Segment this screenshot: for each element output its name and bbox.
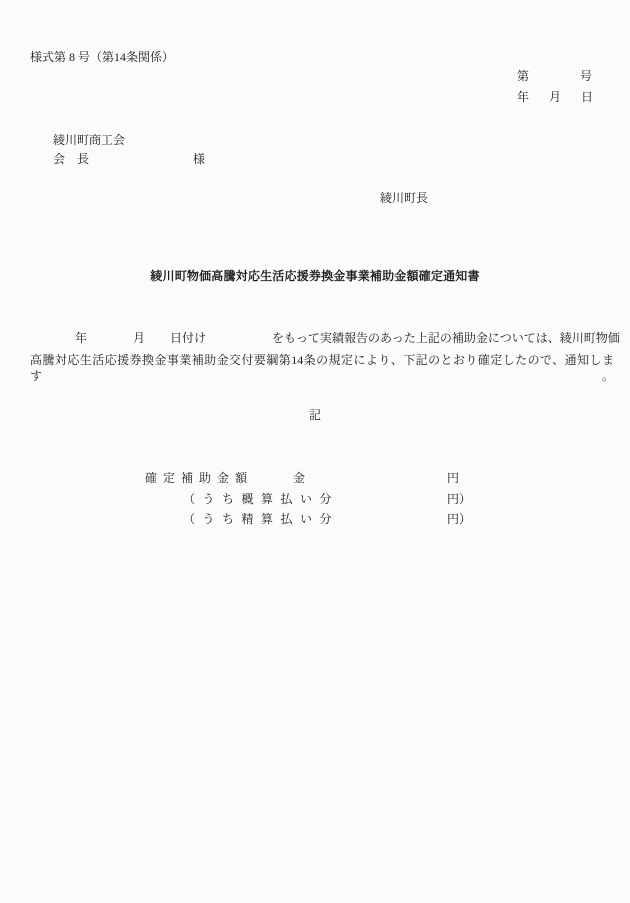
amount-unit-2: 円）	[447, 492, 472, 506]
doc-number-prefix: 第	[517, 69, 530, 83]
recipient-honorific: 様	[193, 152, 206, 166]
doc-number-line	[517, 68, 592, 84]
recipient-position: 会 長	[53, 152, 90, 166]
amount-label-provisional-payment: （うち概算払い分	[183, 492, 340, 506]
body-date-day-label: 日付け	[170, 331, 207, 345]
amount-label-confirmed: 確定補助金額	[145, 471, 254, 485]
doc-number-suffix: 号	[580, 69, 593, 83]
amount-unit-1: 円	[447, 471, 460, 485]
body-line1-text: をもって実績報告のあった上記の補助金については、綾川町物価	[272, 331, 620, 345]
document-title: 綾川町物価高騰対応生活応援券換金事業補助金額確定通知書	[150, 269, 480, 283]
amount-currency-prefix: 金	[293, 471, 306, 485]
date-month-label: 月	[549, 90, 562, 104]
date-line	[517, 89, 593, 105]
body-date-month-label: 月	[133, 331, 146, 345]
form-number: 様式第 8 号（第14条関係）	[30, 50, 175, 64]
section-marker: 記	[308, 408, 321, 422]
recipient-organization: 綾川町商工会	[53, 133, 126, 147]
body-line2-text: 高騰対応生活応援券換金事業補助金交付要綱第14条の規定により、下記のとおり確定したので、通知します。	[30, 353, 614, 383]
recipient-line	[53, 151, 205, 167]
date-day-label: 日	[581, 90, 594, 104]
sender-title: 綾川町長	[380, 191, 429, 205]
date-year-label: 年	[517, 90, 530, 104]
body-line1	[30, 330, 620, 346]
amount-label-settlement-payment: （うち精算払い分	[183, 512, 340, 526]
body-date-year-label: 年	[75, 331, 88, 345]
amount-unit-3: 円）	[447, 512, 472, 526]
